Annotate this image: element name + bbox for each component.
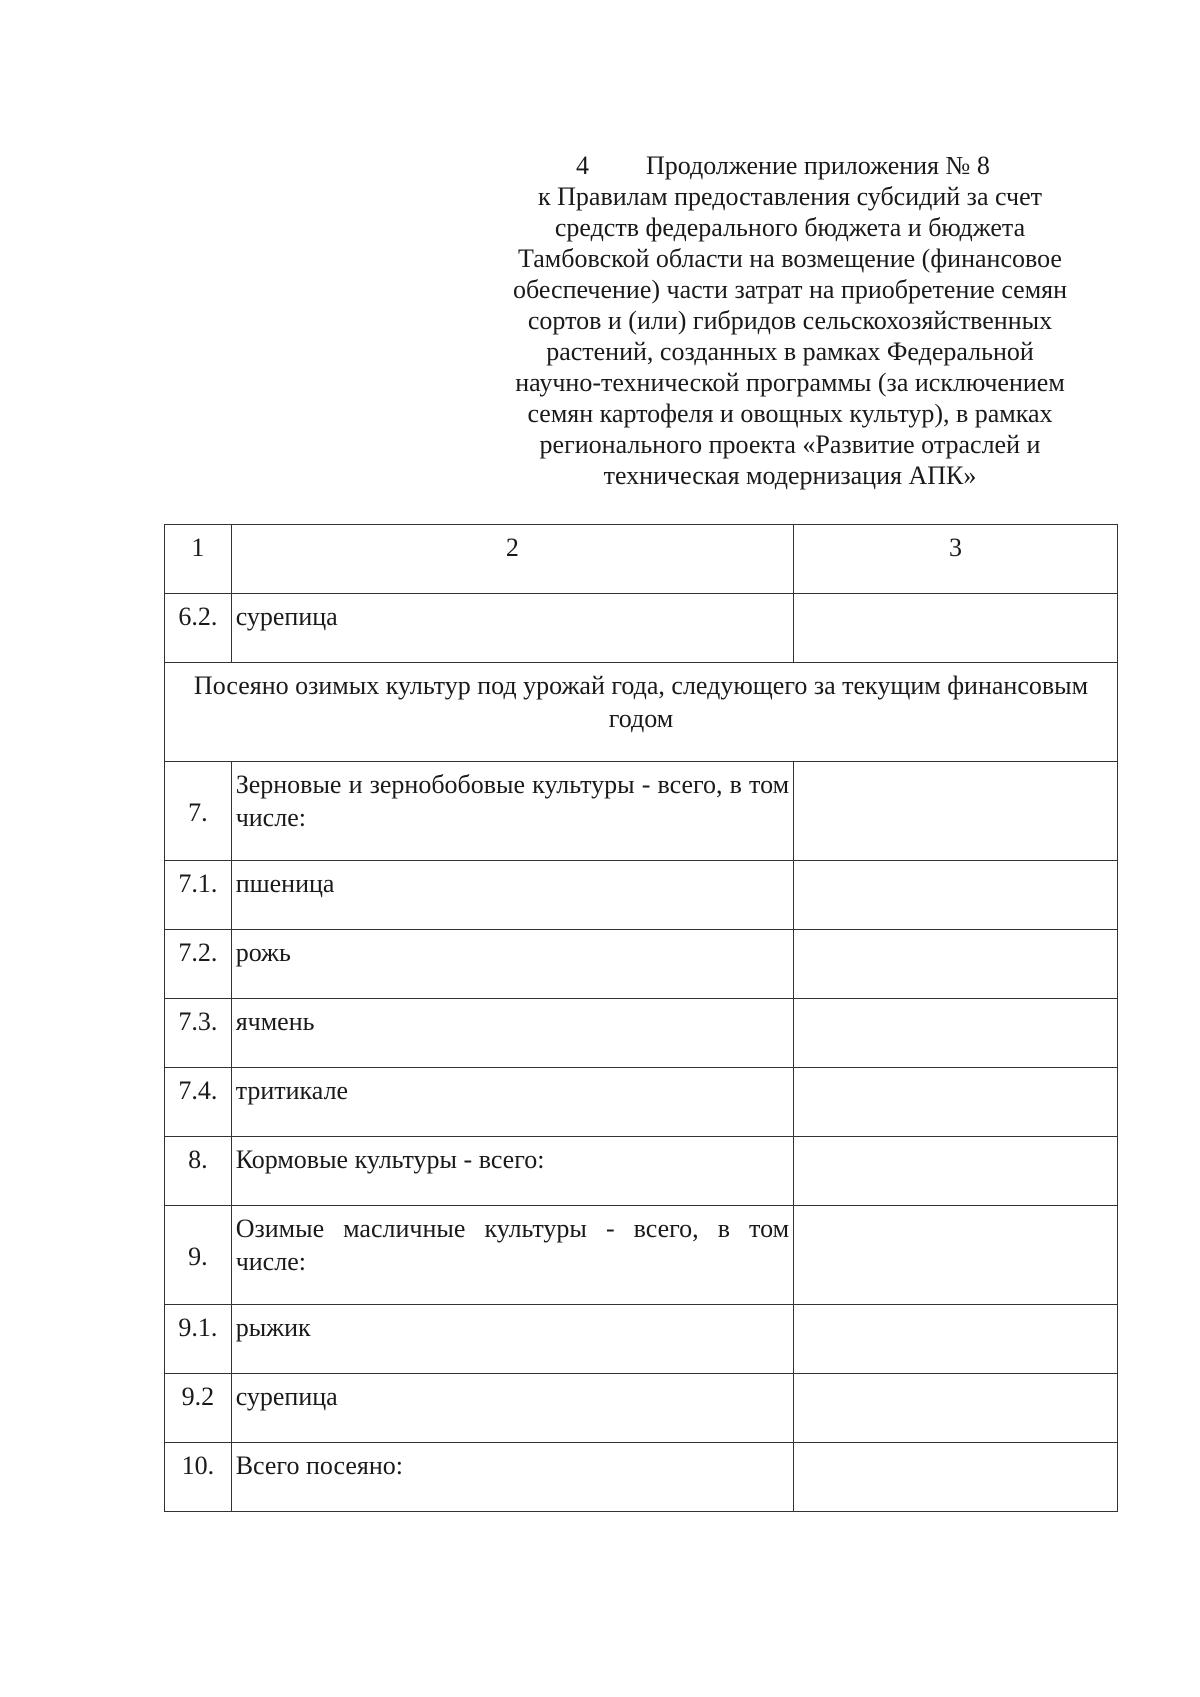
row-number: 8. — [165, 1137, 232, 1206]
column-header-2: 2 — [231, 525, 793, 594]
row-value — [794, 762, 1118, 861]
table-row — [165, 1068, 1118, 1137]
table-row — [165, 594, 1118, 663]
row-value — [794, 1374, 1118, 1443]
row-value — [794, 861, 1118, 930]
header-line: регионального проекта «Развитие отраслей и — [539, 430, 1041, 459]
row-number: 6.2. — [165, 594, 232, 663]
header-first-line — [480, 150, 1100, 181]
row-name: рожь — [231, 930, 793, 999]
appendix-header — [480, 150, 1100, 491]
row-number: 9.2 — [165, 1374, 232, 1443]
appendix-title: Продолжение приложения № 8 — [646, 151, 990, 180]
header-line: к Правилам предоставления субсидий за счет — [538, 182, 1042, 211]
row-name: Озимые масличные культуры - всего, в том числе: — [231, 1206, 793, 1305]
row-value — [794, 1443, 1118, 1512]
table-header-row — [165, 525, 1118, 594]
header-line: обеспечение) части затрат на приобретение семян — [512, 275, 1068, 304]
table-row — [165, 1305, 1118, 1374]
table-row — [165, 999, 1118, 1068]
header-line: средств федерального бюджета и бюджета — [554, 213, 1026, 242]
header-line: семян картофеля и овощных культур), в рамках — [527, 399, 1053, 428]
header-line: растений, созданных в рамках Федеральной — [546, 337, 1034, 366]
header-line: Тамбовской области на возмещение (финансовое — [518, 244, 1062, 273]
column-header-1: 1 — [165, 525, 232, 594]
row-value — [794, 1305, 1118, 1374]
row-value — [794, 930, 1118, 999]
row-number: 7.2. — [165, 930, 232, 999]
row-name: рыжик — [231, 1305, 793, 1374]
section-heading-row — [165, 663, 1118, 762]
row-value — [794, 999, 1118, 1068]
row-name: ячмень — [231, 999, 793, 1068]
column-header-3: 3 — [794, 525, 1118, 594]
row-value — [794, 1068, 1118, 1137]
row-number: 7.4. — [165, 1068, 232, 1137]
row-name: Зерновые и зернобобовые культуры - всего, в том числе: — [231, 762, 793, 861]
table-row — [165, 930, 1118, 999]
row-number: 10. — [165, 1443, 232, 1512]
row-name: сурепица — [231, 594, 793, 663]
row-name: Кормовые культуры - всего: — [231, 1137, 793, 1206]
row-number: 9. — [165, 1206, 232, 1305]
row-number: 9.1. — [165, 1305, 232, 1374]
header-line: научно-технической программы (за исключением — [515, 368, 1065, 397]
row-number: 7. — [165, 762, 232, 861]
row-name: сурепица — [231, 1374, 793, 1443]
table-row — [165, 1443, 1118, 1512]
row-number: 7.3. — [165, 999, 232, 1068]
table-row — [165, 1137, 1118, 1206]
row-value — [794, 1206, 1118, 1305]
table-row — [165, 1206, 1118, 1305]
row-name: тритикале — [231, 1068, 793, 1137]
page-number: 4 — [576, 151, 589, 180]
row-number: 7.1. — [165, 861, 232, 930]
row-value — [794, 1137, 1118, 1206]
table-row — [165, 1374, 1118, 1443]
row-value — [794, 594, 1118, 663]
table-row — [165, 861, 1118, 930]
appendix-reference — [480, 181, 1100, 491]
row-name: пшеница — [231, 861, 793, 930]
table-row — [165, 762, 1118, 861]
header-line: техническая модернизация АПК» — [603, 461, 977, 490]
header-line: сортов и (или) гибридов сельскохозяйственных — [527, 306, 1053, 335]
row-name: Всего посеяно: — [231, 1443, 793, 1512]
crops-table — [164, 524, 1118, 1512]
section-heading: Посеяно озимых культур под урожай года, следующего за текущим финансовым годом — [165, 663, 1118, 762]
